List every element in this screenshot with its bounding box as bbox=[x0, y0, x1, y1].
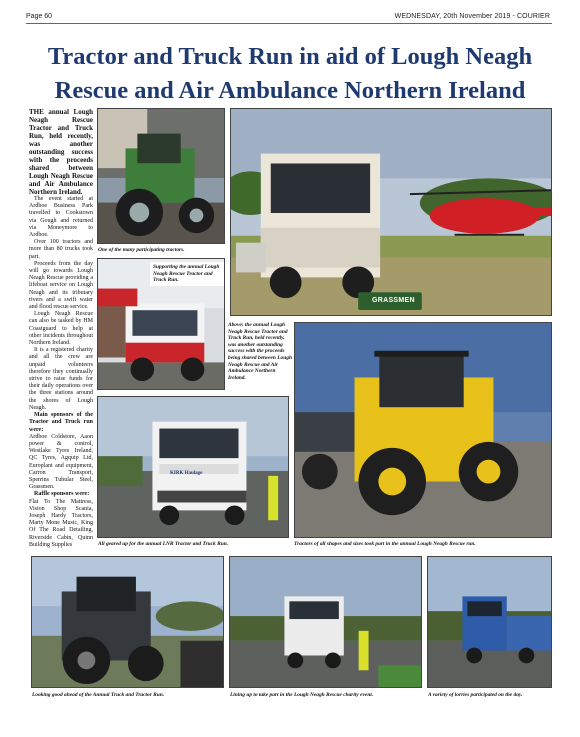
green-tractor-image bbox=[98, 109, 224, 243]
photo-blue-lorry bbox=[427, 556, 552, 688]
article-paragraph: Lough Neagh Rescue can also be tasked by HM Coastguard to help at other incidents throughout Northern Ireland. bbox=[29, 311, 93, 347]
truck-helicopter-image bbox=[231, 109, 551, 315]
dark-tractor-image bbox=[32, 557, 223, 687]
headline bbox=[26, 40, 554, 108]
caption-4: All geared up for the annual LNR Tractor and Truck Run. bbox=[98, 541, 229, 547]
caption-3: Above: the annual Lough Neagh Rescue Tractor and Truck Run, held recently, was another outstanding success with the proceeds being shared between Lough Neagh Rescue and Air Ambulance Northern Ireland. bbox=[228, 322, 292, 381]
photo-dark-tractor bbox=[31, 556, 224, 688]
raffle-list: Flat To The Mattress, Vision Shop Scania, Joseph Hardy Tractors, Marty Mone Music, King Of The Road Detailing, Riverside Cabin, Quinn Building Supplies bbox=[29, 498, 93, 548]
caption-6: Looking good ahead of the Annual Truck and Tractor Run. bbox=[32, 692, 165, 698]
article-paragraph: Over 100 tractors and more than 80 trucks took part. bbox=[29, 239, 93, 260]
headline-line-2: Rescue and Air Ambulance Northern Ireland bbox=[54, 77, 526, 104]
white-truck-image bbox=[98, 397, 288, 537]
sponsors-list: Ardboe Coldstore, Aaon power & control, Westlake Tyres Ireland, QC Tyres, Agquip Ltd, Europlant and equipment, Carron Transport, Sperrins Tubular Steel, Grassmen. bbox=[29, 433, 93, 491]
kirk-truck-plate: KIRK Haulage bbox=[170, 471, 203, 476]
article-body bbox=[29, 108, 93, 553]
yellow-tractor-image bbox=[295, 323, 551, 537]
grassmen-logo: GRASSMEN bbox=[372, 297, 415, 304]
caption-5: Tractors of all shapes and sizes took part in the annual Lough Neagh Rescue run. bbox=[294, 541, 476, 547]
sponsors-heading: Main sponsors of the Tractor and Truck run were: bbox=[29, 412, 93, 433]
photo-white-truck bbox=[97, 396, 289, 538]
headline-line-1: Tractor and Truck Run in aid of Lough Neagh bbox=[47, 43, 533, 70]
header-rule bbox=[26, 23, 552, 24]
caption-7: Lining up to take part in the Lough Neagh Rescue charity event. bbox=[230, 692, 374, 698]
article-paragraph: It is a registered charity and all the crew are unpaid volunteers therefore they continually strive to raise funds for their daily operations over the three stations around the shores of Lough Neagh. bbox=[29, 347, 93, 411]
photo-lining-up bbox=[229, 556, 422, 688]
caption-2: Supporting the annual Lough Neagh Rescue Tractor and Truck Run. bbox=[150, 262, 224, 286]
photo-truck-helicopter bbox=[230, 108, 552, 316]
photo-yellow-tractor bbox=[294, 322, 552, 538]
photo-green-tractor bbox=[97, 108, 225, 244]
page-number: Page 60 bbox=[26, 13, 53, 20]
dateline: WEDNESDAY, 20th November 2019 - COURIER bbox=[394, 13, 550, 20]
caption-1: One of the many participating tractors. bbox=[98, 247, 185, 253]
article-paragraph: The event started at Ardboe Business Park travelled to Cookstown via Gough and returned via Moneymore to Ardboe. bbox=[29, 196, 93, 239]
article-paragraph: Proceeds from the day will go towards Lough Neagh Rescue providing a lifeboat service on Lough Neagh and its tributary rivers and a swift water and flood rescue service. bbox=[29, 260, 93, 311]
article-lead: THE annual Lough Neagh Rescue Tractor and Truck Run, held recently, was another outstanding success with the proceeds shared between Lough Neagh Rescue and Air Ambulance Northern Ireland. bbox=[29, 108, 93, 196]
raffle-heading: Raffle sponsors were: bbox=[34, 491, 90, 498]
caption-8: A variety of lorries participated on the day. bbox=[428, 692, 523, 698]
blue-lorry-image bbox=[428, 557, 551, 687]
lining-up-image bbox=[230, 557, 421, 687]
